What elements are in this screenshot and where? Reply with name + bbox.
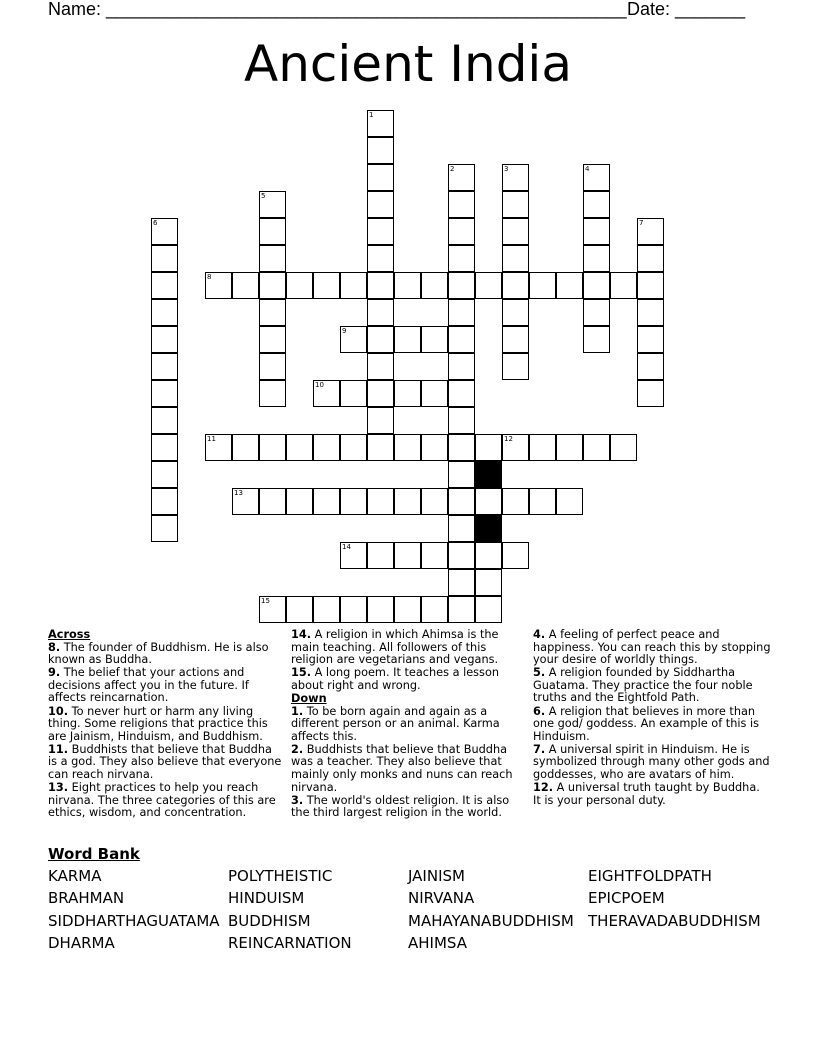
crossword-cell[interactable] [637, 380, 664, 407]
word-bank-item: SIDDHARTHAGUATAMA [48, 912, 220, 930]
crossword-cell[interactable] [421, 380, 448, 407]
down-clue: 12. A universal truth taught by Buddha. It is your personal duty. [533, 781, 760, 807]
crossword-cell[interactable] [286, 488, 313, 515]
crossword-cell[interactable] [151, 218, 178, 245]
across-clue: 8. The founder of Buddhism. He is also known as Buddha. [48, 640, 269, 667]
crossword-cell[interactable] [259, 272, 286, 299]
crossword-cell[interactable] [421, 272, 448, 299]
crossword-cell[interactable] [151, 326, 178, 353]
crossword-cell[interactable] [232, 434, 259, 461]
word-bank-item: HINDUISM [228, 889, 305, 907]
crossword-cell[interactable] [529, 434, 556, 461]
down-clue: 5. A religion founded by Siddhartha Guatama. They practice the four noble truths and the Eightfold Path. [533, 666, 753, 705]
word-bank-item: EPICPOEM [588, 889, 665, 907]
across-clue: 11. Buddhists that believe that Buddha is a god. They also believe that everyone can reach nirvana. [48, 742, 282, 782]
crossword-cell[interactable] [421, 596, 448, 623]
cell-clue-number: 1 [369, 111, 374, 119]
crossword-block [475, 461, 502, 488]
cell-clue-number: 11 [207, 435, 216, 443]
crossword-cell[interactable] [637, 218, 664, 245]
across-clue: 15. A long poem. It teaches a lesson about right and wrong. [291, 666, 500, 692]
crossword-cell[interactable] [394, 542, 421, 569]
crossword-cell[interactable] [421, 434, 448, 461]
crossword-cell[interactable] [394, 596, 421, 623]
crossword-cell[interactable] [610, 272, 637, 299]
down-clue: 6. A religion that believes in more than one god/ goddess. An example of this is Hinduism. [533, 704, 759, 743]
crossword-cell[interactable] [583, 299, 610, 326]
crossword-cell[interactable] [151, 272, 178, 299]
crossword-cell[interactable] [583, 218, 610, 245]
across-clue: 13. Eight practices to help you reach nirvana. The three categories of this are ethics, wisdom, and concentration. [48, 781, 276, 820]
clue-column-1 [48, 629, 284, 820]
crossword-cell[interactable] [151, 299, 178, 326]
crossword-cell[interactable] [367, 353, 394, 380]
word-bank-item: BRAHMAN [48, 889, 125, 907]
crossword-cell[interactable] [367, 218, 394, 245]
crossword-cell[interactable] [394, 326, 421, 353]
cell-clue-number: 5 [261, 192, 266, 200]
crossword-cell[interactable] [448, 299, 475, 326]
crossword-cell[interactable] [583, 434, 610, 461]
crossword-cell[interactable] [475, 569, 502, 596]
crossword-cell[interactable] [583, 272, 610, 299]
crossword-cell[interactable] [475, 542, 502, 569]
crossword-cell[interactable] [475, 488, 502, 515]
crossword-cell[interactable] [502, 434, 529, 461]
crossword-cell[interactable] [637, 299, 664, 326]
crossword-cell[interactable] [232, 272, 259, 299]
crossword-cell[interactable] [259, 434, 286, 461]
cell-clue-number: 15 [261, 597, 270, 605]
word-bank-item: EIGHTFOLDPATH [588, 867, 712, 885]
word-bank-item: DHARMA [48, 934, 115, 952]
crossword-cell[interactable] [367, 110, 394, 137]
crossword-cell[interactable] [448, 461, 475, 488]
crossword-cell[interactable] [556, 434, 583, 461]
crossword-cell[interactable] [259, 191, 286, 218]
word-bank-item: AHIMSA [408, 934, 467, 952]
crossword-cell[interactable] [313, 380, 340, 407]
crossword-cell[interactable] [637, 353, 664, 380]
cell-clue-number: 7 [639, 219, 644, 227]
crossword-cell[interactable] [340, 380, 367, 407]
crossword-cell[interactable] [367, 488, 394, 515]
crossword-cell[interactable] [340, 542, 367, 569]
cell-clue-number: 2 [450, 165, 455, 173]
crossword-cell[interactable] [205, 434, 232, 461]
down-clue: 7. A universal spirit in Hinduism. He is symbolized through many other gods and goddesses, who are avatars of him. [533, 742, 770, 782]
crossword-cell[interactable] [448, 245, 475, 272]
word-bank-item: MAHAYANABUDDHISM [408, 912, 574, 930]
crossword-cell[interactable] [583, 245, 610, 272]
across-clue: 10. To never hurt or harm any living thing. Some religions that practice this are Jainism, Hinduism, and Buddhism. [48, 704, 268, 743]
crossword-cell[interactable] [367, 380, 394, 407]
cell-clue-number: 8 [207, 273, 212, 281]
crossword-cell[interactable] [421, 326, 448, 353]
crossword-cell[interactable] [151, 380, 178, 407]
crossword-cell[interactable] [340, 434, 367, 461]
crossword-cell[interactable] [448, 515, 475, 542]
crossword-cell[interactable] [151, 434, 178, 461]
crossword-cell[interactable] [259, 326, 286, 353]
word-bank-item: JAINISM [408, 867, 465, 885]
crossword-cell[interactable] [259, 488, 286, 515]
crossword-cell[interactable] [367, 299, 394, 326]
crossword-cell[interactable] [583, 164, 610, 191]
word-bank-title: Word Bank [48, 845, 140, 863]
crossword-cell[interactable] [448, 380, 475, 407]
crossword-cell[interactable] [394, 434, 421, 461]
crossword-cell[interactable] [313, 596, 340, 623]
crossword-cell[interactable] [259, 353, 286, 380]
crossword-cell[interactable] [151, 488, 178, 515]
word-bank-item: REINCARNATION [228, 934, 352, 952]
crossword-cell[interactable] [259, 299, 286, 326]
crossword-cell[interactable] [448, 164, 475, 191]
crossword-cell[interactable] [448, 272, 475, 299]
crossword-cell[interactable] [394, 272, 421, 299]
crossword-cell[interactable] [151, 461, 178, 488]
down-clue: 2. Buddhists that believe that Buddha was a teacher. They also believe that mainly only monks and nuns can reach nirvana. [291, 742, 513, 794]
crossword-cell[interactable] [610, 434, 637, 461]
crossword-cell[interactable] [367, 164, 394, 191]
crossword-cell[interactable] [259, 245, 286, 272]
crossword-cell[interactable] [502, 353, 529, 380]
clue-column-3 [533, 629, 771, 808]
crossword-cell[interactable] [421, 488, 448, 515]
date-field: Date: _______ [627, 0, 746, 19]
cell-clue-number: 14 [342, 543, 351, 551]
crossword-cell[interactable] [259, 380, 286, 407]
crossword-cell[interactable] [502, 299, 529, 326]
crossword-cell[interactable] [556, 272, 583, 299]
cell-clue-number: 3 [504, 165, 509, 173]
crossword-cell[interactable] [259, 218, 286, 245]
crossword-cell[interactable] [367, 596, 394, 623]
crossword-cell[interactable] [340, 488, 367, 515]
crossword-cell[interactable] [637, 272, 664, 299]
crossword-cell[interactable] [232, 488, 259, 515]
crossword-cell[interactable] [475, 272, 502, 299]
crossword-cell[interactable] [367, 272, 394, 299]
word-bank-item: NIRVANA [408, 889, 475, 907]
crossword-cell[interactable] [286, 272, 313, 299]
crossword-cell[interactable] [502, 218, 529, 245]
word-bank-item: POLYTHEISTIC [228, 867, 333, 885]
crossword-cell[interactable] [529, 272, 556, 299]
crossword-cell[interactable] [637, 326, 664, 353]
down-clue: 1. To be born again and again as a different person or an animal. Karma affects this. [291, 704, 500, 743]
clue-column-2 [291, 629, 519, 820]
crossword-cell[interactable] [583, 191, 610, 218]
crossword-cell[interactable] [313, 488, 340, 515]
cell-clue-number: 9 [342, 327, 347, 335]
crossword-cell[interactable] [259, 596, 286, 623]
crossword-cell[interactable] [448, 191, 475, 218]
crossword-cell[interactable] [502, 542, 529, 569]
crossword-cell[interactable] [448, 596, 475, 623]
down-heading: Down [291, 691, 327, 705]
crossword-cell[interactable] [475, 596, 502, 623]
crossword-cell[interactable] [367, 326, 394, 353]
crossword-cell[interactable] [502, 191, 529, 218]
crossword-cell[interactable] [367, 137, 394, 164]
crossword-cell[interactable] [529, 488, 556, 515]
crossword-cell[interactable] [313, 272, 340, 299]
crossword-cell[interactable] [340, 326, 367, 353]
crossword-cell[interactable] [448, 488, 475, 515]
crossword-cell[interactable] [313, 434, 340, 461]
crossword-cell[interactable] [367, 542, 394, 569]
crossword-cell[interactable] [502, 245, 529, 272]
crossword-cell[interactable] [151, 353, 178, 380]
crossword-cell[interactable] [448, 407, 475, 434]
cell-clue-number: 12 [504, 435, 513, 443]
across-heading: Across [48, 628, 91, 641]
crossword-cell[interactable] [367, 434, 394, 461]
crossword-cell[interactable] [637, 245, 664, 272]
word-bank-item: KARMA [48, 867, 102, 885]
crossword-cell[interactable] [583, 326, 610, 353]
crossword-cell[interactable] [502, 326, 529, 353]
crossword-cell[interactable] [286, 596, 313, 623]
crossword-cell[interactable] [367, 191, 394, 218]
cell-clue-number: 13 [234, 489, 243, 497]
crossword-cell[interactable] [556, 488, 583, 515]
crossword-block [475, 515, 502, 542]
cell-clue-number: 4 [585, 165, 590, 173]
cell-clue-number: 10 [315, 381, 324, 389]
crossword-cell[interactable] [448, 218, 475, 245]
crossword-cell[interactable] [421, 542, 448, 569]
crossword-cell[interactable] [448, 542, 475, 569]
name-field: Name: ____________________________________________________ [48, 0, 627, 19]
down-clue: 4. A feeling of perfect peace and happiness. You can reach this by stopping your desire of worldly things. [533, 628, 771, 667]
across-clue: 9. The belief that your actions and decisions affect you in the future. If affects reincarnation. [48, 666, 249, 705]
crossword-cell[interactable] [151, 245, 178, 272]
word-bank-item: THERAVADABUDDHISM [588, 912, 761, 930]
crossword-cell[interactable] [367, 245, 394, 272]
crossword-cell[interactable] [448, 326, 475, 353]
crossword-cell[interactable] [340, 272, 367, 299]
crossword-cell[interactable] [205, 272, 232, 299]
down-clue: 3. The world's oldest religion. It is also the third largest religion in the world. [291, 793, 510, 820]
crossword-cell[interactable] [151, 407, 178, 434]
crossword-cell[interactable] [340, 596, 367, 623]
word-bank-item: BUDDHISM [228, 912, 311, 930]
across-clue: 14. A religion in which Ahimsa is the main teaching. All followers of this religion are vegetarians and vegans. [291, 628, 499, 667]
crossword-cell[interactable] [502, 272, 529, 299]
crossword-cell[interactable] [475, 434, 502, 461]
crossword-cell[interactable] [502, 488, 529, 515]
crossword-cell[interactable] [448, 569, 475, 596]
crossword-cell[interactable] [448, 434, 475, 461]
page-title: Ancient India [244, 35, 572, 93]
crossword-cell[interactable] [367, 407, 394, 434]
crossword-cell[interactable] [394, 488, 421, 515]
crossword-cell[interactable] [448, 353, 475, 380]
crossword-cell[interactable] [394, 380, 421, 407]
cell-clue-number: 6 [153, 219, 158, 227]
crossword-cell[interactable] [286, 434, 313, 461]
crossword-cell[interactable] [151, 515, 178, 542]
crossword-cell[interactable] [502, 164, 529, 191]
